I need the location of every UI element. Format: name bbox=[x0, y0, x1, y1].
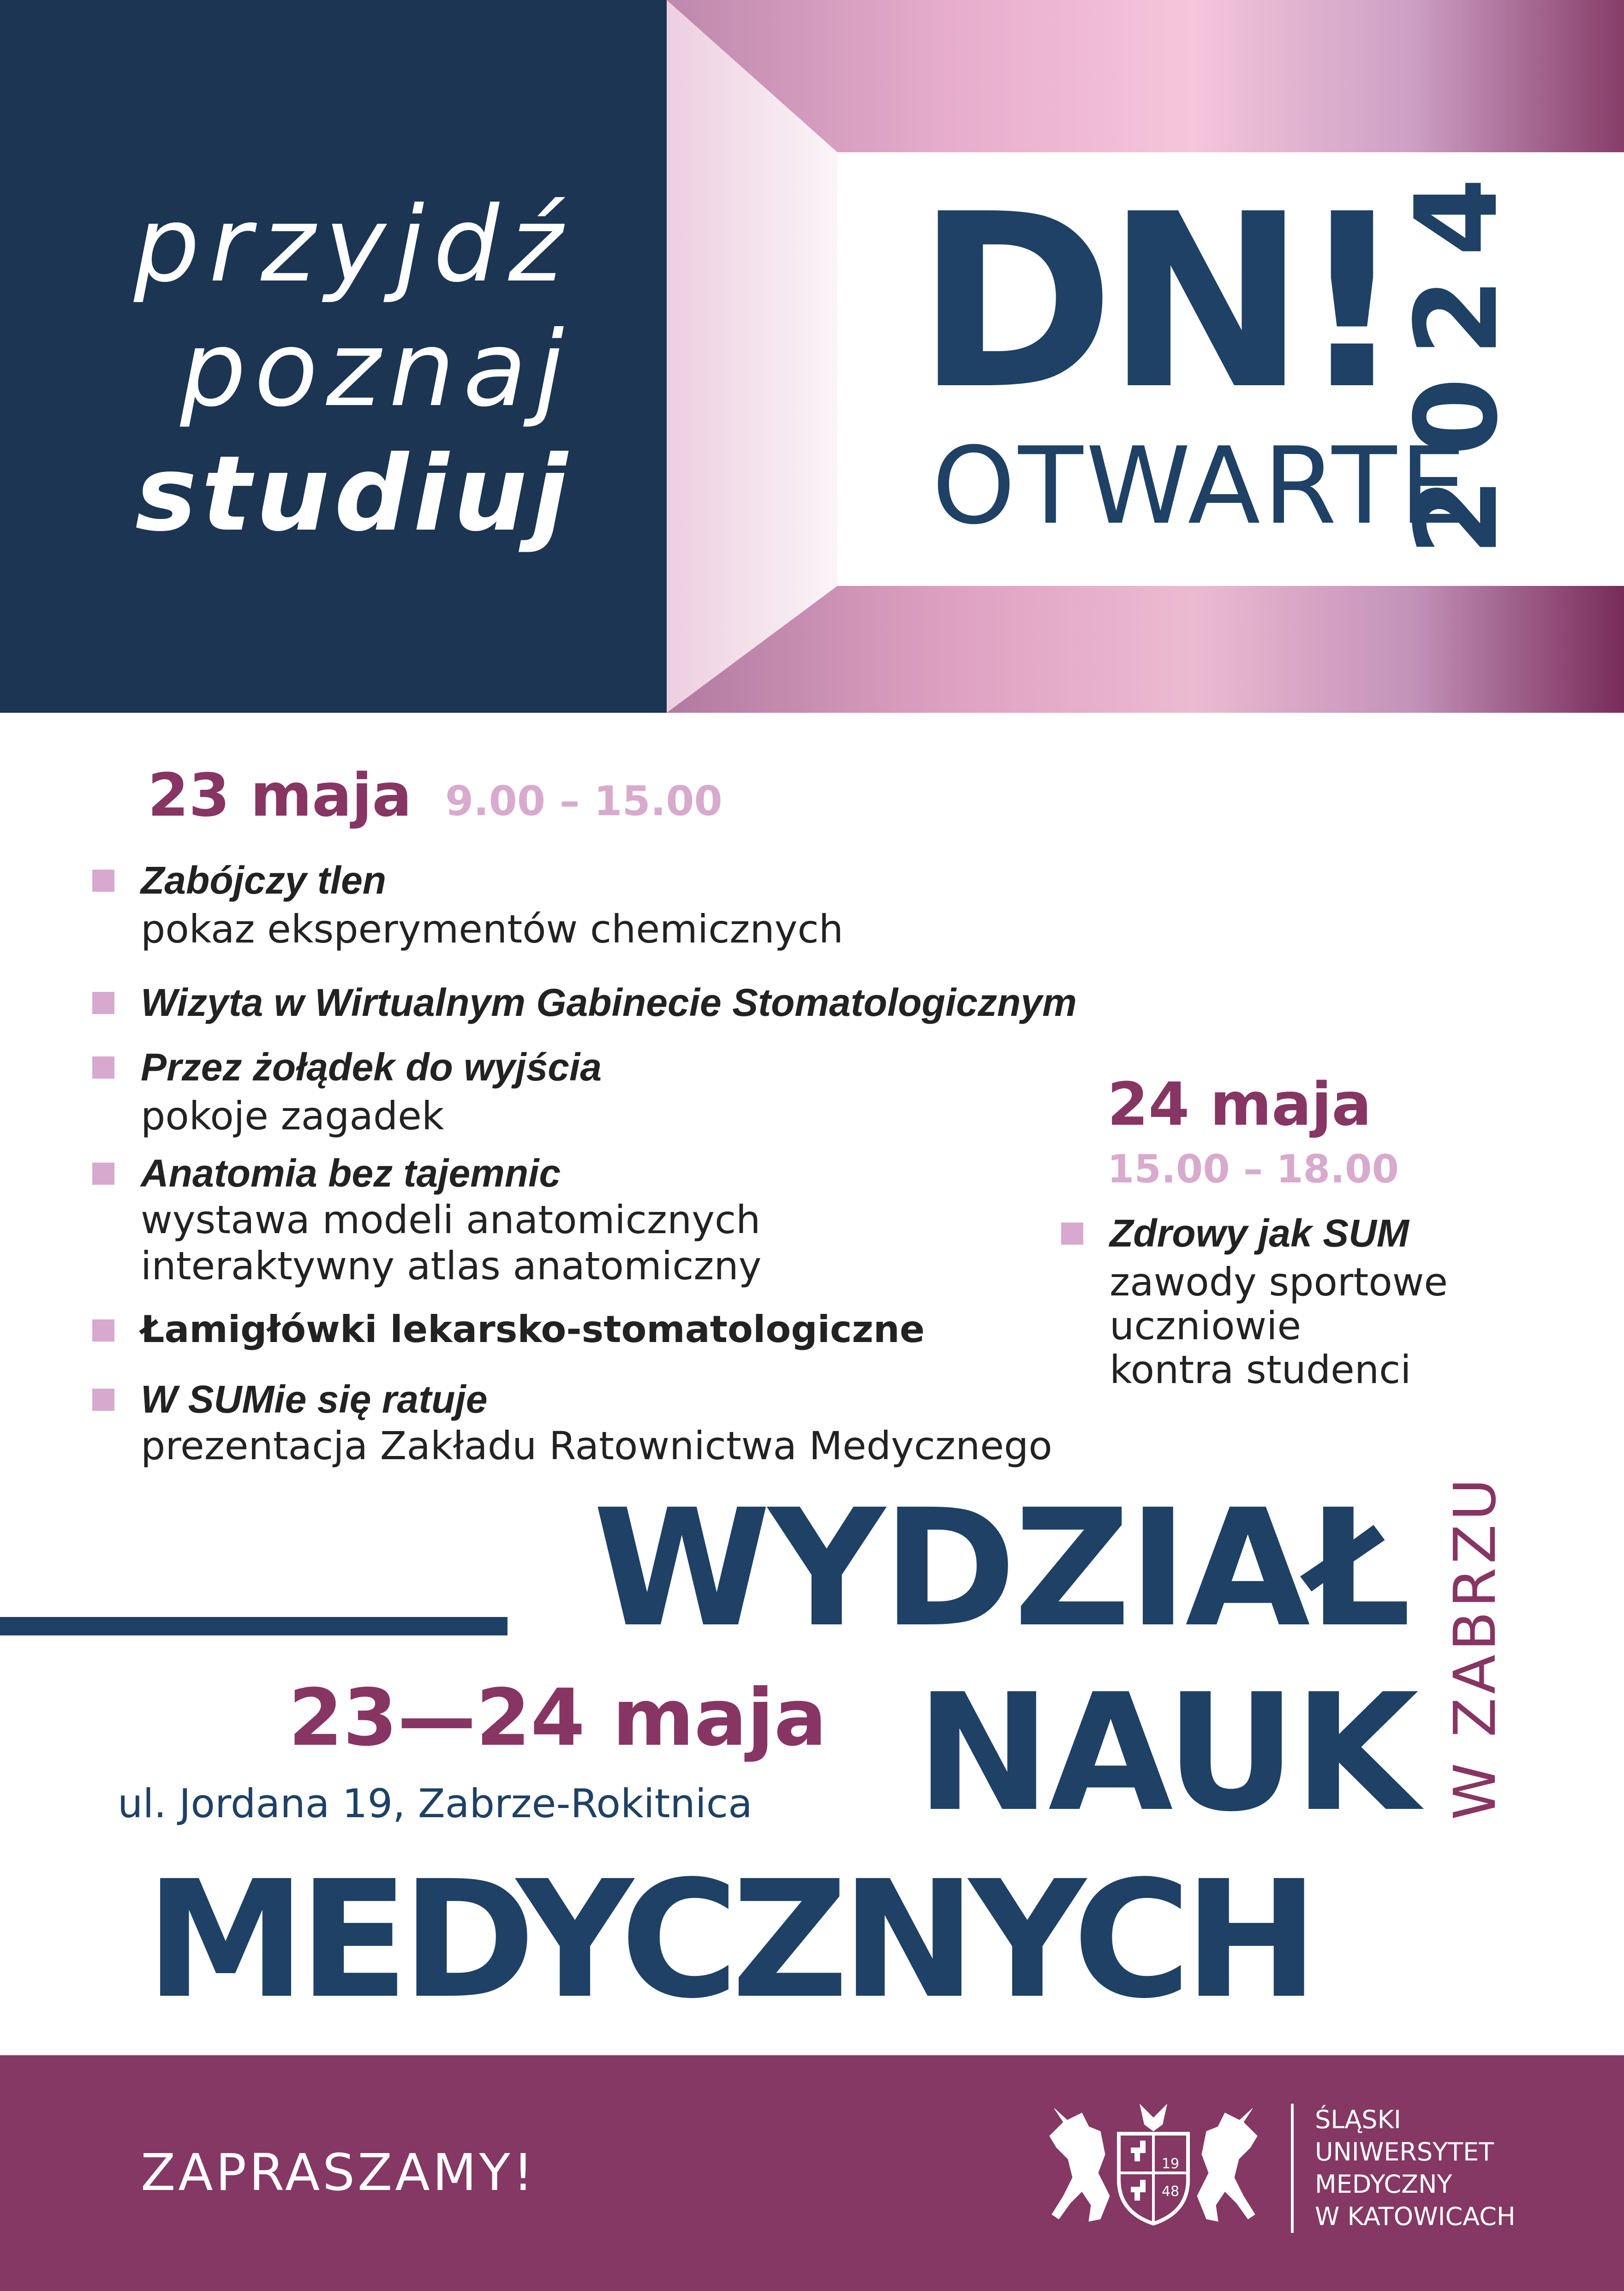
day1-time: 9.00 – 15.00 bbox=[445, 777, 722, 825]
day1-item-title: Przez żołądek do wyjścia bbox=[141, 1045, 602, 1089]
day2-time: 15.00 – 18.00 bbox=[1107, 1146, 1399, 1192]
day1-item-title: Zabójczy tlen bbox=[141, 859, 387, 902]
day1-item-title: Anatomia bez tajemnic bbox=[141, 1151, 561, 1195]
slogan-line-2: poznaj bbox=[180, 309, 572, 430]
day2-date: 24 maja bbox=[1107, 1070, 1372, 1139]
day2-item-title: Zdrowy jak SUM bbox=[1110, 1211, 1409, 1255]
slogan-line-3: studiuj bbox=[135, 434, 572, 555]
logo-divider bbox=[1291, 2104, 1294, 2233]
invite-text: ZAPRASZAMY! bbox=[141, 2143, 536, 2202]
bullet-icon bbox=[92, 1389, 114, 1411]
bullet-icon bbox=[92, 870, 114, 892]
faculty-line-3: MEDYCZNYCH bbox=[145, 1846, 1312, 2034]
day1-item-desc: wystawa modeli anatomicznych bbox=[141, 1197, 761, 1242]
crest-year-bottom: 48 bbox=[1161, 2184, 1180, 2200]
slogan-line-1: przyjdź bbox=[133, 185, 572, 305]
university-name-line: UNIWERSYTET bbox=[1315, 2137, 1494, 2166]
day1-item-title: Wizyta w Wirtualnym Gabinecie Stomatologicznym bbox=[141, 981, 1077, 1024]
faculty-line-1: WYDZIAŁ bbox=[593, 1474, 1409, 1663]
faculty-line-2: NAUK bbox=[916, 1659, 1416, 1847]
day1-item-desc: prezentacja Zakładu Ratownictwa Medycznego bbox=[141, 1423, 1052, 1468]
day1-item-desc: interaktywny atlas anatomiczny bbox=[141, 1243, 762, 1289]
university-name-line: MEDYCZNY bbox=[1315, 2170, 1452, 2199]
day1-item-desc: pokoje zagadek bbox=[141, 1093, 444, 1139]
day1-item-title: W SUMie się ratuje bbox=[141, 1378, 488, 1421]
day1-date: 23 maja bbox=[148, 761, 412, 830]
faculty-city: W ZABRZU bbox=[1442, 1474, 1509, 1820]
university-name-line: W KATOWICACH bbox=[1315, 2202, 1516, 2231]
bullet-icon bbox=[92, 1319, 114, 1342]
day1-item-title: Łamigłówki lekarsko-stomatologiczne bbox=[141, 1308, 925, 1351]
title-main: DN! bbox=[916, 162, 1397, 442]
bullet-icon bbox=[92, 1163, 114, 1185]
day2-item-desc: uczniowie bbox=[1110, 1303, 1302, 1348]
bullet-icon bbox=[92, 992, 114, 1014]
event-dates: 23—24 maja bbox=[288, 1672, 827, 1764]
event-address: ul. Jordana 19, Zabrze-Rokitnica bbox=[118, 1781, 752, 1827]
university-name-line: ŚLĄSKI bbox=[1315, 2105, 1401, 2134]
title-sub: OTWARTE bbox=[932, 425, 1469, 548]
day2-item-desc: zawody sportowe bbox=[1110, 1259, 1448, 1305]
day1-item-desc: pokaz eksperymentów chemicznych bbox=[141, 907, 843, 952]
university-crest-icon bbox=[1045, 2104, 1262, 2233]
title-year: 2024 bbox=[1391, 156, 1522, 556]
crest-year-top: 19 bbox=[1161, 2156, 1180, 2172]
bullet-icon bbox=[92, 1056, 114, 1079]
bullet-icon bbox=[1061, 1223, 1083, 1245]
divider-rule bbox=[0, 1617, 508, 1635]
day2-item-desc: kontra studenci bbox=[1110, 1347, 1411, 1392]
